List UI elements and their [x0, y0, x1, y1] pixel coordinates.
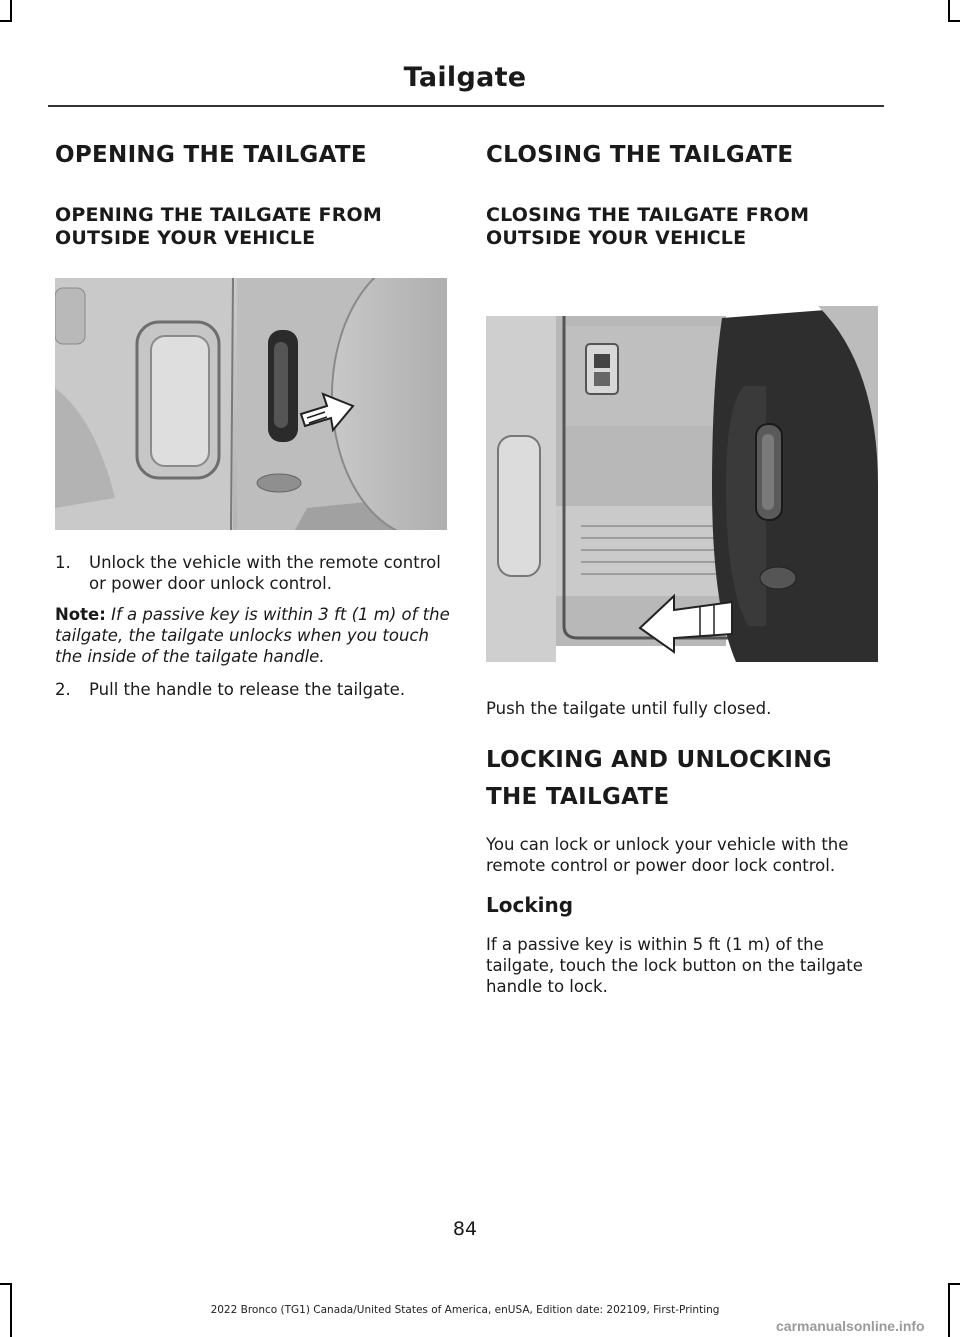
subsection-title-opening: OPENING THE TAILGATE FROM OUTSIDE YOUR VEHICLE [55, 204, 383, 249]
subsection-title-closing: CLOSING THE TAILGATE FROM OUTSIDE YOUR VEHICLE [486, 204, 810, 249]
figure-tailgate-handle [55, 278, 447, 530]
list-item-step-1 [55, 552, 455, 594]
note-paragraph [55, 604, 455, 667]
crop-mark [10, 0, 12, 22]
crop-mark [948, 1283, 960, 1285]
figure-tailgate-closing [486, 306, 878, 662]
locking-intro-paragraph: You can lock or unlock your vehicle with the remote control or power door lock control. [486, 835, 849, 875]
step-text: Pull the handle to release the tailgate. [89, 680, 406, 699]
crop-mark [948, 0, 950, 22]
section-title-closing: CLOSING THE TAILGATE [486, 142, 794, 168]
tailgate-closing-illustration [486, 306, 878, 662]
footer-edition-text: 2022 Bronco (TG1) Canada/United States of America, enUSA, Edition date: 202109, First-Printing [210, 1304, 720, 1316]
step-number: 2. [55, 680, 71, 699]
locking-heading: Locking [486, 893, 574, 917]
section-title-opening: OPENING THE TAILGATE [55, 142, 367, 168]
left-column [55, 140, 455, 700]
right-column [486, 140, 886, 997]
crop-mark [948, 1283, 950, 1337]
tailgate-handle-illustration [55, 278, 447, 530]
list-item-step-2 [55, 679, 455, 700]
section-title-locking-line1: LOCKING AND UNLOCKING [486, 747, 832, 773]
closing-instruction: Push the tailgate until fully closed. [486, 699, 772, 718]
page-header-title: Tailgate [403, 62, 527, 93]
step-text: Unlock the vehicle with the remote control or power door unlock control. [89, 553, 441, 593]
page-number: 84 [452, 1218, 478, 1240]
crop-mark [948, 20, 960, 22]
step-number: 1. [55, 553, 71, 572]
watermark-text: carmanualsonline.info [776, 1318, 925, 1334]
locking-paragraph: If a passive key is within 5 ft (1 m) of the tailgate, touch the lock button on the tailgate handle to lock. [486, 935, 863, 996]
header-divider [48, 105, 884, 107]
note-label: Note: [55, 605, 106, 624]
note-text: If a passive key is within 3 ft (1 m) of the tailgate, the tailgate unlocks when you touch the inside of the tailgate handle. [55, 605, 450, 666]
crop-mark [0, 20, 12, 22]
crop-mark [0, 1283, 12, 1285]
section-title-locking-line2: THE TAILGATE [486, 784, 670, 810]
